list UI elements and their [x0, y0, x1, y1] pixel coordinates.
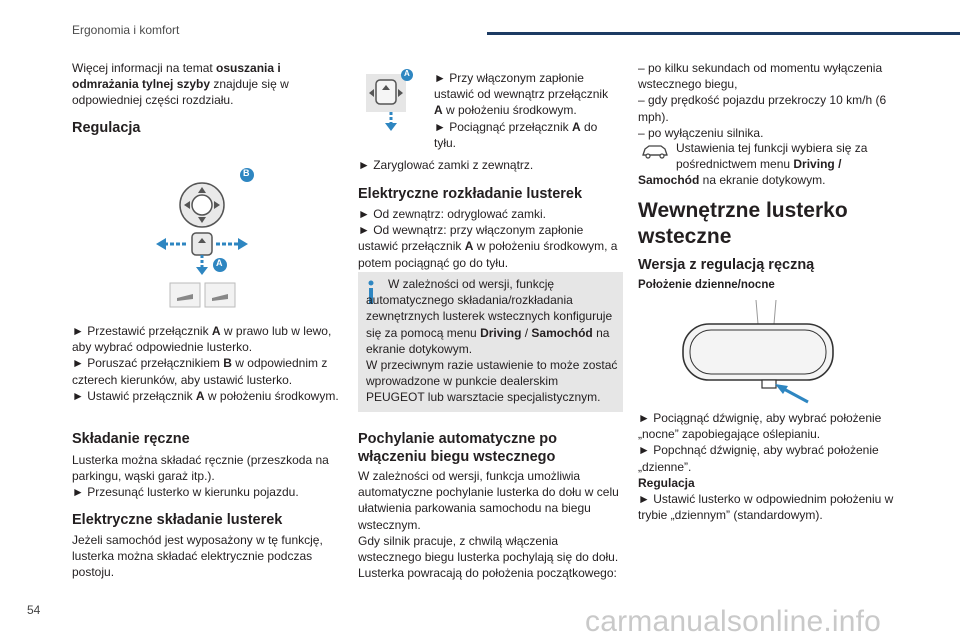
skladanie-text: [72, 452, 342, 501]
list-item: – po kilku sekundach od momentu wyłączenia wstecznego biegu,: [638, 61, 883, 92]
heading-elektryczne-skladanie: Elektryczne składanie lusterek: [72, 512, 283, 528]
car-icon: [640, 141, 670, 161]
heading-wersja: Wersja z regulacją ręczną: [638, 257, 815, 273]
step-3: ► Ustawić przełącznik A w położeniu środkowym.: [72, 388, 339, 403]
heading-pochylanie: Pochylanie automatyczne po włączeniu biegu wstecznego: [358, 431, 558, 465]
list-item: – gdy prędkość pojazdu przekroczy 10 km/h (6 mph).: [638, 93, 887, 124]
lock-text: ► Zaryglować zamki z zewnątrz.: [358, 158, 534, 172]
skladanie-para: Lusterka można składać ręcznie (przeszkoda na parkingu, wąski garaż itp.).: [72, 453, 329, 484]
mirror-step-3: ► Ustawić lusterko w odpowiednim położeniu w trybie „dziennym” (standardowym).: [638, 492, 894, 523]
heading-wewnetrzne-lusterko: Wewnętrzne lusterko wsteczne: [638, 199, 848, 248]
elektryczne-text: [72, 532, 342, 581]
config-text: [676, 140, 900, 172]
roz-step-2: ► Od wewnątrz: przy włączonym zapłonie ustawić przełącznik A w położeniu środkowym, a potem pociągnąć go do tyłu.: [358, 223, 618, 270]
mirror-step-1: ► Pociągnąć dźwignię, aby wybrać położenie „nocne” zapobiegające oślepianiu.: [638, 411, 882, 442]
config-text-2: [638, 172, 900, 188]
elektryczne-para: Jeżeli samochód jest wyposażony w tę funkcję, lusterka można składać elektrycznie podczas postoju.: [72, 533, 323, 580]
rozkladanie-text: [358, 206, 623, 271]
mirror-heading-regulacja: Regulacja: [638, 475, 695, 490]
note-text: [366, 276, 618, 406]
label-a: A: [216, 258, 223, 268]
mirror-step-2: ► Popchnąć dźwignię, aby wybrać położenie „dzienne”.: [638, 443, 879, 474]
column-1: [72, 60, 342, 109]
skladanie-step: ► Przesunąć lusterko w kierunku pojazdu.: [72, 485, 299, 500]
config-line-1: Ustawienia tej funkcji wybiera się za pośrednictwem menu Driving /: [676, 141, 868, 172]
col2-step-2: ► Pociągnąć przełącznik A do tyłu.: [434, 119, 598, 150]
mirror-control-illustration: [150, 165, 255, 315]
heading-skladanie: Składanie ręczne: [72, 431, 190, 447]
col3-list: [638, 60, 900, 141]
config-line-2: Samochód na ekranie dotykowym.: [638, 173, 826, 187]
step-2: ► Poruszać przełącznikiem B w odpowiednim z czterech kierunków, aby ustawić lusterko.: [72, 356, 328, 387]
lock-step: [358, 157, 623, 173]
intro-paragraph: Więcej informacji na temat osuszania i odmrażania tylnej szyby znajduje się w odpowiedniej części rozdziału.: [72, 61, 289, 108]
page-number: 54: [27, 603, 41, 617]
running-header: Ergonomia i komfort: [72, 23, 180, 37]
heading-regulacja: Regulacja: [72, 120, 141, 136]
list-item: – po wyłączeniu silnika.: [638, 125, 764, 140]
header-accent-bar: [487, 32, 960, 35]
step-1: ► Przestawić przełącznik A w prawo lub w lewo, aby wybrać odpowiednie lusterko.: [72, 324, 332, 355]
label-a-2: A: [404, 69, 410, 78]
interior-mirror-illustration: [678, 300, 838, 410]
switch-a-illustration: [360, 68, 416, 134]
heading-polozenie: Położenie dzienne/nocne: [638, 279, 775, 291]
roz-step-1: ► Od zewnątrz: odryglować zamki.: [358, 207, 546, 221]
col2-steps: [434, 70, 620, 151]
info-note: [358, 272, 623, 412]
watermark: carmanualsonline.info: [585, 605, 882, 638]
col2-step-1: ► Przy włączonym zapłonie ustawić od wewnątrz przełącznik A w położeniu środkowym.: [434, 71, 609, 118]
label-b: B: [243, 168, 250, 178]
heading-rozkladanie: Elektryczne rozkładanie lusterek: [358, 186, 583, 202]
note-para-1: W zależności od wersji, funkcję automatycznego składania/rozkładania zewnętrznych lusterek wstecznych konfiguruje się za pomocą menu Driving / Samochód na ekranie dotykowym.: [366, 277, 613, 356]
mirror-steps: [638, 410, 900, 523]
note-para-2: W przeciwnym razie ustawienie to może zostać wprowadzone w punkcie dealerskim PEUGEOT lub warsztacie specjalistycznym.: [366, 358, 618, 405]
regulacja-steps: [72, 323, 342, 404]
pochylanie-text: W zależności od wersji, funkcja umożliwia automatyczne pochylanie lusterka do dołu w celu ułatwienia parkowania samochodu na biegu wstecznym. Gdy silnik pracuje, z chwilą włączenia wstecznego biegu lusterka pochylają się do dołu. Lusterka powracają do położenia początkowego:: [358, 469, 619, 581]
